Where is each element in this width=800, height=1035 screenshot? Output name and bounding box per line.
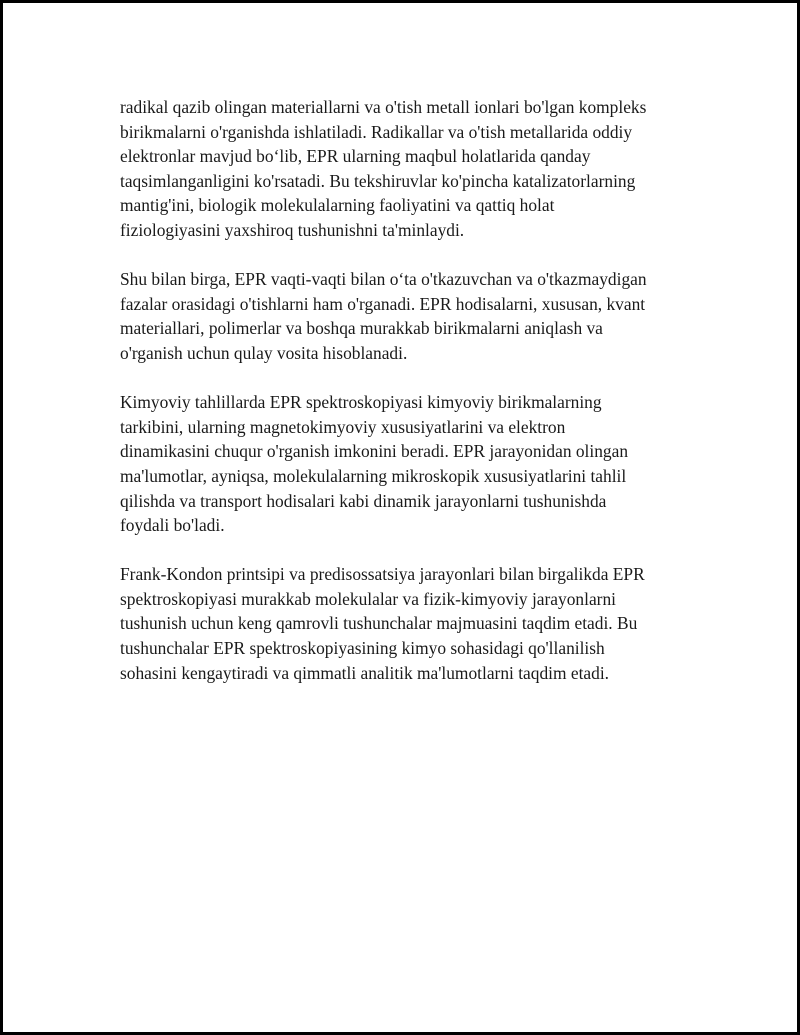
paragraph: Kimyoviy tahlillarda EPR spektroskopiyasi kimyoviy birikmalarning tarkibini, ularning magnetokimyoviy xususiyatlarini va elektron dinamikasini chuqur o'rganish imkonini beradi. EPR jarayonidan olingan ma'lumotlar, ayniqsa, molekulalarning mikroskopik xususiyatlarini tahlil qilishda va transport hodisalari kabi dinamik jarayonlarni tushunishda foydali bo'ladi. [120,392,629,536]
paragraph: Shu bilan birga, EPR vaqti-vaqti bilan o‘ta o'tkazuvchan va o'tkazmaydigan fazalar orasidagi o'tishlarni ham o'rganadi. EPR hodisalarni, xususan, kvant materiallari, polimerlar va boshqa murakkab birikmalarni aniqlash va o'rganish uchun qulay vosita hisoblanadi. [120,269,647,363]
paragraph: Frank-Kondon printsipi va predisossatsiya jarayonlari bilan birgalikda EPR spektroskopiyasi murakkab molekulalar va fizik-kimyoviy jarayonlarni tushunish uchun keng qamrovli tushunchalar majmuasini taqdim etadi. Bu tushunchalar EPR spektroskopiyasining kimyo sohasidagi qo'llanilish sohasini kengaytiradi va qimmatli analitik ma'lumotlarni taqdim etadi. [120,564,645,683]
paragraph: radikal qazib olingan materiallarni va o'tish metall ionlari bo'lgan kompleks birikmalarni o'rganishda ishlatiladi. Radikallar va o'tish metallarida oddiy elektronlar mavjud bo‘lib, EPR ularning maqbul holatlarida qanday taqsimlanganligini ko'rsatadi. Bu tekshiruvlar ko'pincha katalizatorlarning mantig'ini, biologik molekulalarning faoliyatini va qattiq holat fiziologiyasini yaxshiroq tushunishni ta'minlaydi. [120,97,647,240]
document-body [120,95,690,710]
